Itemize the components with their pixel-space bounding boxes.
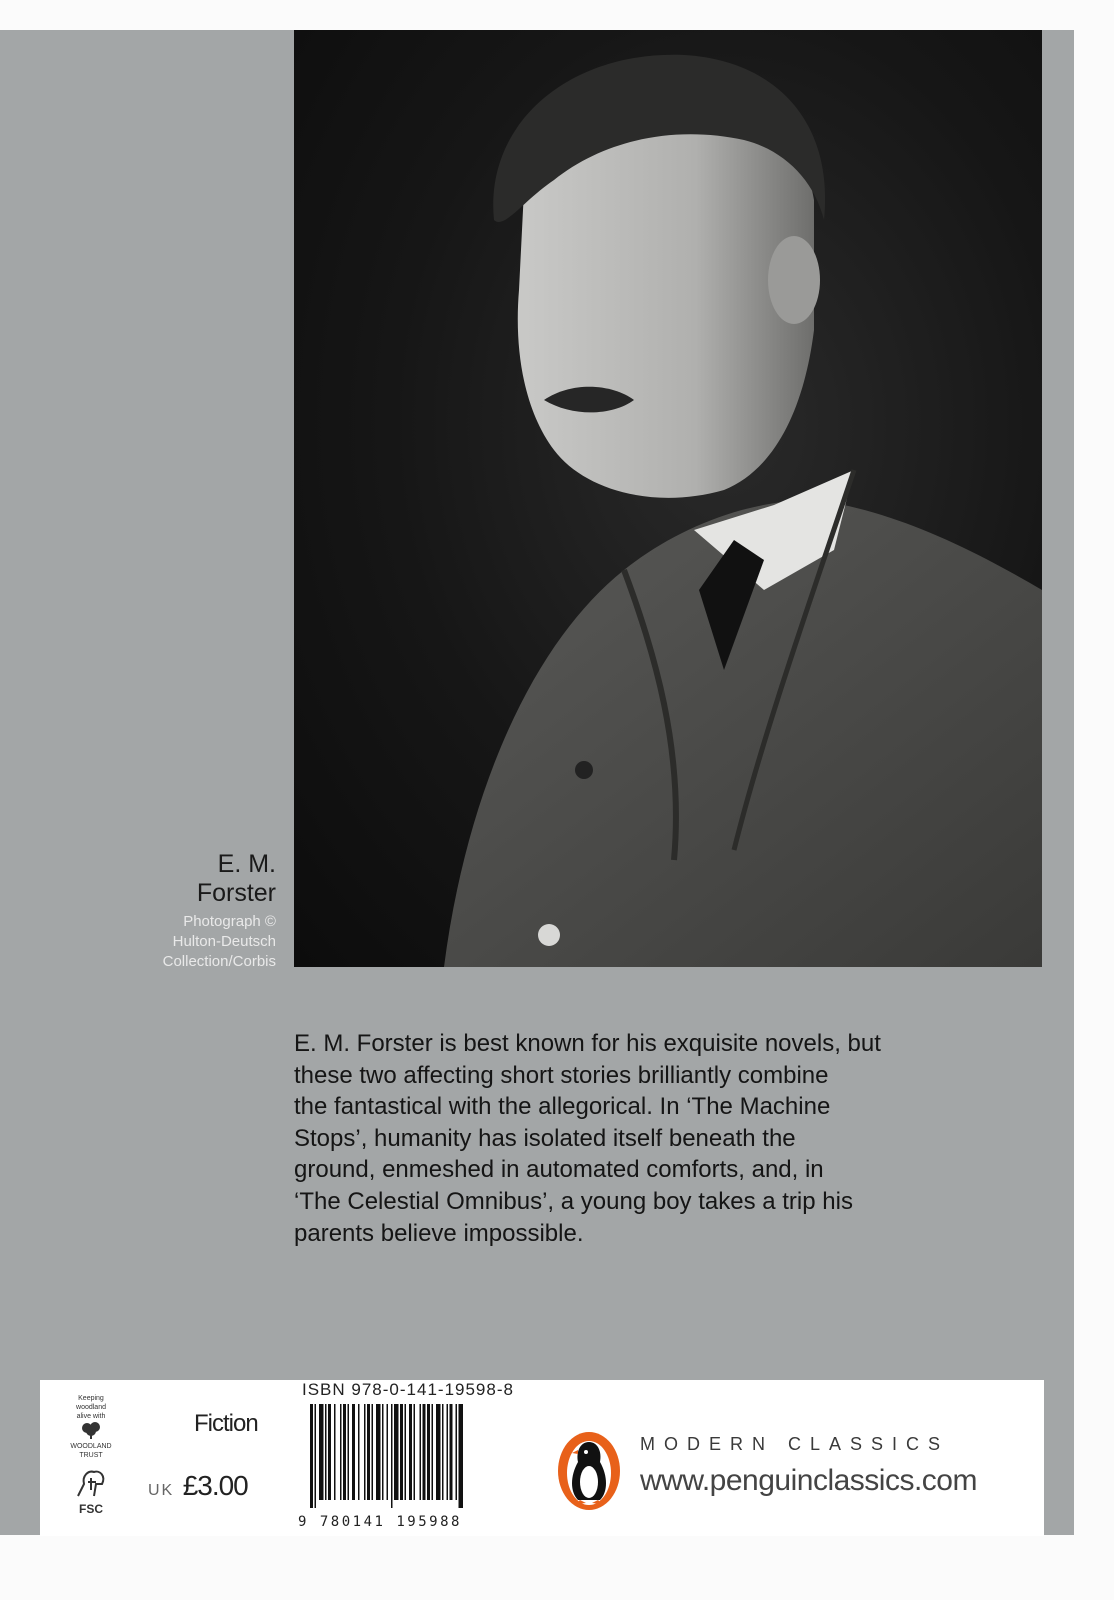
series-name: MODERN CLASSICS bbox=[640, 1434, 950, 1454]
barcode-bar bbox=[334, 1404, 336, 1500]
book-blurb bbox=[294, 1028, 1014, 1249]
barcode-bar bbox=[450, 1404, 453, 1500]
barcode-bar bbox=[427, 1404, 430, 1500]
barcode-bar bbox=[352, 1404, 355, 1500]
barcode-bar bbox=[409, 1404, 412, 1500]
penguin-logo-icon bbox=[556, 1430, 622, 1512]
barcode-bar bbox=[367, 1404, 370, 1500]
barcode-bar bbox=[382, 1404, 384, 1500]
publisher-website[interactable]: www.penguinclassics.com bbox=[640, 1464, 977, 1497]
blurb-line: E. M. Forster is best known for his exquisite novels, but bbox=[294, 1030, 881, 1057]
blurb-line: parents believe impossible. bbox=[294, 1219, 584, 1247]
barcode-bar bbox=[348, 1404, 350, 1500]
blurb-line: ground, enmeshed in automated comforts, and, in bbox=[294, 1156, 824, 1184]
barcode-digits: 9 780141 195988 bbox=[298, 1514, 462, 1530]
barcode-bar bbox=[315, 1404, 317, 1508]
blurb-line: these two affecting short stories brilliantly combine bbox=[294, 1061, 829, 1089]
woodland-text-5: TRUST bbox=[79, 1452, 103, 1459]
barcode-bar bbox=[423, 1404, 426, 1500]
barcode-bar bbox=[436, 1404, 441, 1500]
isbn-barcode bbox=[310, 1404, 516, 1508]
woodland-text-4: WOODLAND bbox=[70, 1443, 112, 1450]
woodland-text-3: alive with bbox=[76, 1413, 106, 1420]
blurb-line: the fantastical with the allegorical. In ‘The Machine bbox=[294, 1093, 831, 1121]
barcode-bar bbox=[372, 1404, 374, 1500]
photo-credit-line-2: Hulton-Deutsch bbox=[172, 933, 276, 950]
barcode-bar bbox=[447, 1404, 449, 1500]
fsc-label: FSC bbox=[79, 1502, 103, 1516]
barcode-bar bbox=[319, 1404, 324, 1500]
barcode-bar bbox=[343, 1404, 346, 1500]
barcode-bar bbox=[459, 1404, 464, 1508]
price: £3.00 bbox=[182, 1470, 248, 1501]
barcode-bar bbox=[405, 1404, 407, 1500]
blurb-line: ‘The Celestial Omnibus’, a young boy takes a trip his bbox=[294, 1187, 853, 1215]
barcode-bar bbox=[394, 1404, 399, 1500]
price-row bbox=[148, 1470, 248, 1502]
barcode-bar bbox=[456, 1404, 458, 1500]
author-photograph bbox=[294, 30, 1042, 967]
woodland-text-1: Keeping bbox=[78, 1395, 104, 1402]
price-region: UK bbox=[148, 1482, 175, 1499]
barcode-bar bbox=[340, 1404, 342, 1500]
barcode-bar bbox=[442, 1404, 444, 1500]
barcode-bar bbox=[414, 1404, 416, 1500]
woodland-trust-fsc-logos bbox=[58, 1394, 124, 1514]
photo-credit-line-3: Collection/Corbis bbox=[162, 953, 276, 970]
barcode-bar bbox=[364, 1404, 366, 1500]
author-portrait-illustration bbox=[294, 30, 1042, 967]
barcode-bar bbox=[325, 1404, 327, 1500]
fsc-tree-icon bbox=[74, 1466, 108, 1500]
barcode-bar bbox=[387, 1404, 389, 1500]
barcode-bar bbox=[420, 1404, 422, 1500]
barcode-bar bbox=[376, 1404, 381, 1500]
barcode-bar bbox=[328, 1404, 331, 1500]
barcode-bar bbox=[310, 1404, 313, 1508]
barcode-bar bbox=[391, 1404, 393, 1508]
book-category: Fiction bbox=[194, 1410, 258, 1437]
isbn-label: ISBN 978-0-141-19598-8 bbox=[302, 1380, 514, 1399]
blurb-line: Stops’, humanity has isolated itself beneath the bbox=[294, 1124, 796, 1152]
barcode-bar bbox=[432, 1404, 434, 1500]
photo-credit-line-1: Photograph © bbox=[183, 913, 276, 930]
author-name-line-2: Forster bbox=[196, 879, 276, 907]
woodland-text-2: woodland bbox=[76, 1404, 106, 1411]
woodland-trust-icon bbox=[80, 1421, 102, 1439]
barcode-bar bbox=[358, 1404, 360, 1500]
author-caption bbox=[163, 850, 276, 972]
barcode-bar bbox=[400, 1404, 403, 1500]
cover-footer-panel bbox=[40, 1380, 1044, 1536]
author-name-line-1: E. M. bbox=[217, 850, 276, 878]
